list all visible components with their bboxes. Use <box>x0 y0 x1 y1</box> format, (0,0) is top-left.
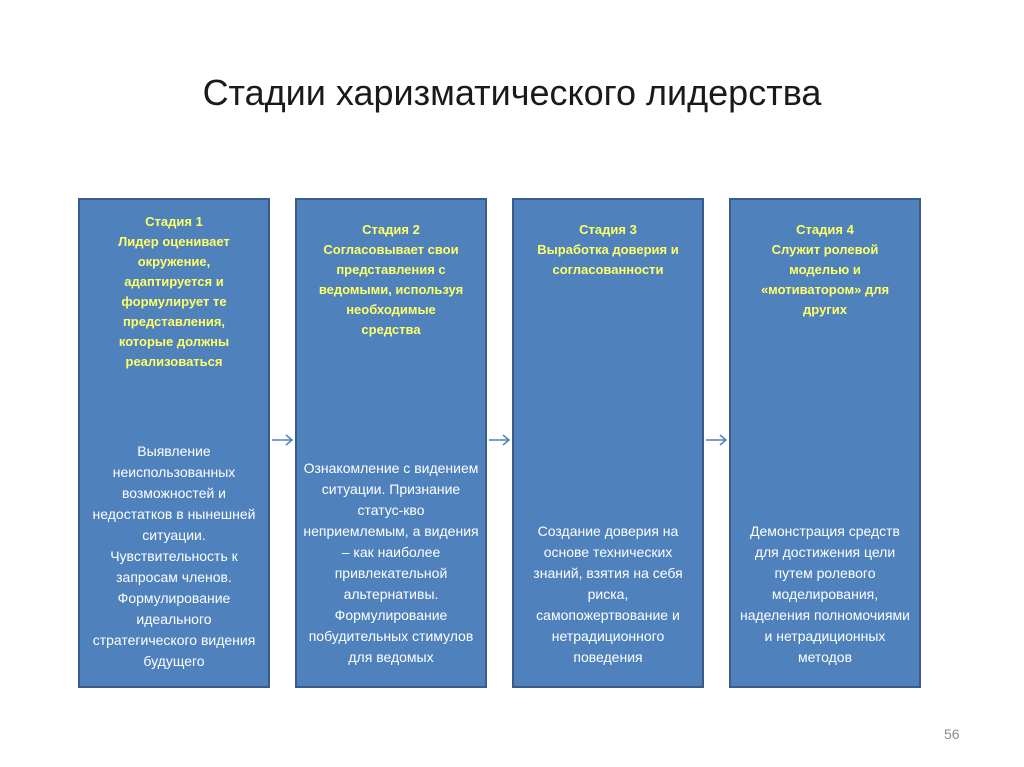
stage-1-heading-line: Лидер оценивает <box>118 234 230 249</box>
stage-1-heading-line: реализоваться <box>125 354 223 369</box>
stage-2-heading-line: необходимые <box>346 302 436 317</box>
stage-2-heading-line: Стадия 2 <box>362 222 420 237</box>
stage-3-box <box>512 198 704 688</box>
stage-2-description: Ознакомление с видением ситуации. Признание статус-кво неприемлемым, а видения – как наиболее привлекательной альтернативы. Формулирование побудительных стимулов для ведомых <box>303 460 479 665</box>
stage-2-heading-line: ведомыми, используя <box>318 282 464 297</box>
stage-2-heading-line: средства <box>361 322 421 337</box>
stage-1-description: Выявление неиспользованных возможностей и недостатков в нынешней ситуации. Чувствительность к запросам членов. Формулирование идеального стратегического видения будущего <box>92 443 256 669</box>
stage-4-heading <box>737 220 913 320</box>
stage-4-heading-line: Служит ролевой <box>771 242 879 257</box>
stage-2-heading-line: представления с <box>336 262 446 277</box>
stage-1-heading <box>86 212 262 372</box>
stage-1-heading-line: окружение, <box>137 254 211 269</box>
arrow-right-icon <box>705 432 729 448</box>
stage-4-box <box>729 198 921 688</box>
stage-1-heading-line: которые должны <box>118 334 230 349</box>
stage-3-heading-line: Выработка доверия и <box>537 242 679 257</box>
stage-4-heading-line: Стадия 4 <box>796 222 854 237</box>
stage-2-heading <box>303 220 479 340</box>
stage-2-heading-line: Согласовывает свои <box>323 242 459 257</box>
stage-3-heading <box>520 220 696 280</box>
stage-4-description: Демонстрация средств для достижения цели путем ролевого моделирования, наделения полномочиями и нетрадиционных методов <box>740 523 910 665</box>
stage-3-description: Создание доверия на основе технических знаний, взятия на себя риска, самопожертвование и нетрадиционного поведения <box>533 523 683 665</box>
stage-3-heading-line: Стадия 3 <box>579 222 637 237</box>
stage-3-heading-line: согласованности <box>552 262 664 277</box>
arrow-right-icon <box>488 432 512 448</box>
stage-2-box <box>295 198 487 688</box>
stage-4-heading-line: «мотиватором» для <box>760 282 890 297</box>
stage-4-heading-line: других <box>803 302 847 317</box>
stage-1-box <box>78 198 270 688</box>
stage-4-heading-line: моделью и <box>789 262 861 277</box>
page-number: 56 <box>944 726 960 742</box>
stage-1-heading-line: формулирует те <box>121 294 227 309</box>
arrow-right-icon <box>271 432 295 448</box>
stage-1-heading-line: представления, <box>122 314 226 329</box>
slide-title: Стадии харизматического лидерства <box>202 72 822 113</box>
stage-1-heading-line: адаптируется и <box>124 274 224 289</box>
stage-1-heading-line: Стадия 1 <box>145 214 203 229</box>
